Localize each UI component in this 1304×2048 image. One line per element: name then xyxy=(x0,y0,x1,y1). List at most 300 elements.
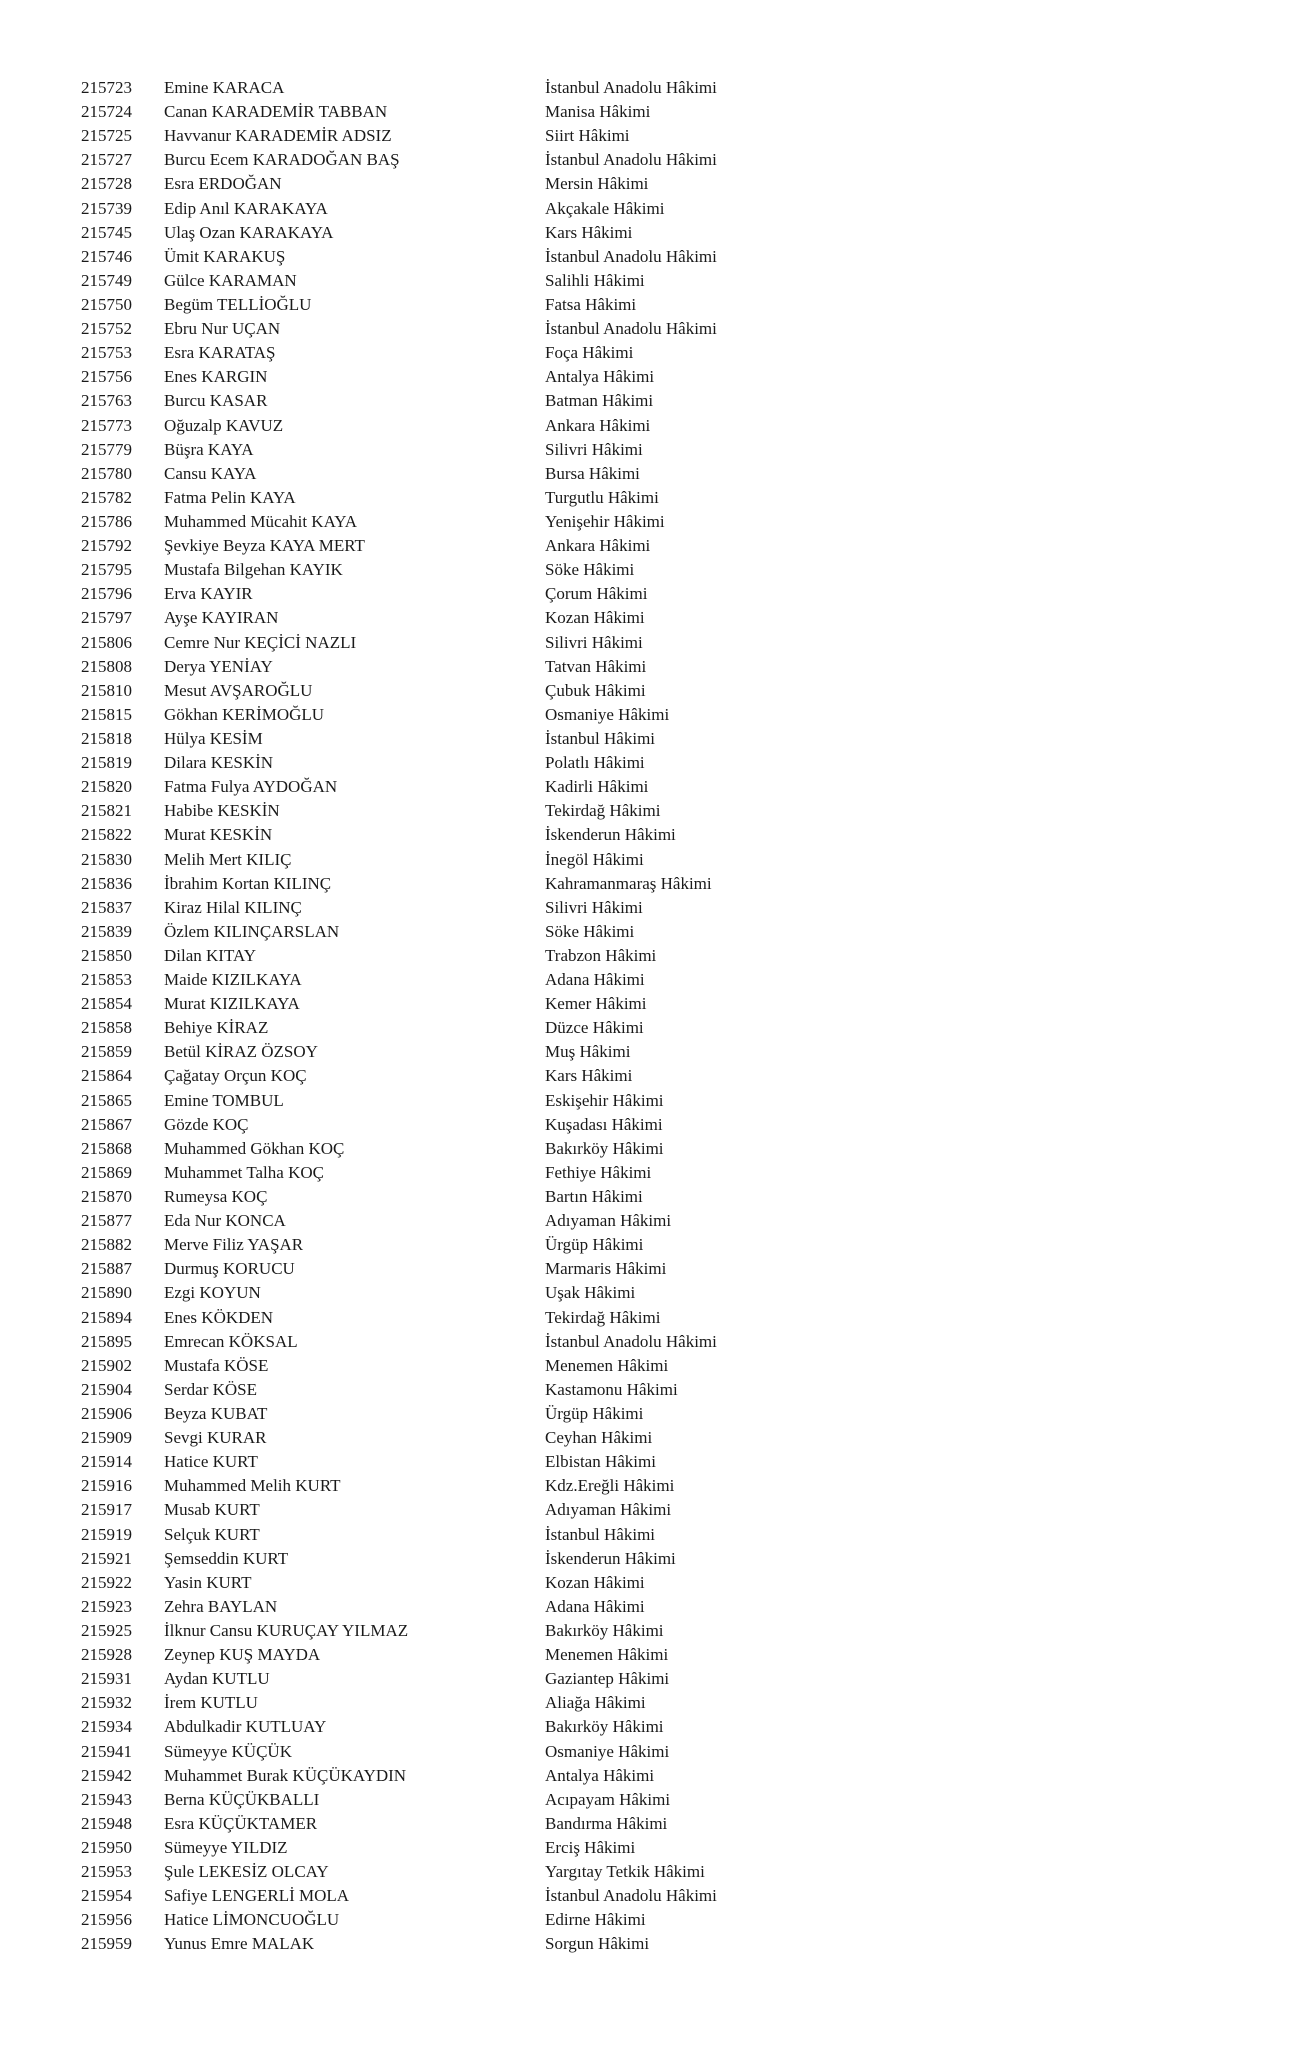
registry-number: 215752 xyxy=(81,319,132,339)
court-assignment: Yenişehir Hâkimi xyxy=(545,511,665,531)
list-item xyxy=(0,1667,1304,1691)
court-assignment: Foça Hâkimi xyxy=(545,343,634,363)
list-item xyxy=(0,1571,1304,1595)
person-name: Abdulkadir KUTLUAY xyxy=(164,1717,327,1737)
registry-number: 215782 xyxy=(81,487,132,507)
person-name: Betül KİRAZ ÖZSOY xyxy=(164,1042,318,1062)
court-assignment: İskenderun Hâkimi xyxy=(545,1548,676,1568)
registry-number: 215779 xyxy=(81,439,132,459)
list-item xyxy=(0,944,1304,968)
court-assignment: Menemen Hâkimi xyxy=(545,1355,669,1375)
list-item xyxy=(0,1233,1304,1257)
registry-number: 215839 xyxy=(81,921,132,941)
registry-number: 215959 xyxy=(81,1934,132,1954)
person-name: Ebru Nur UÇAN xyxy=(164,319,281,339)
registry-number: 215749 xyxy=(81,270,132,290)
list-item xyxy=(0,1040,1304,1064)
registry-number: 215887 xyxy=(81,1259,132,1279)
list-item xyxy=(0,1884,1304,1908)
person-name: Hatice LİMONCUOĞLU xyxy=(164,1910,340,1930)
registry-number: 215792 xyxy=(81,536,132,556)
registry-number: 215850 xyxy=(81,945,132,965)
person-name: Büşra KAYA xyxy=(164,439,254,459)
registry-number: 215931 xyxy=(81,1669,132,1689)
person-name: Eda Nur KONCA xyxy=(164,1211,286,1231)
registry-number: 215728 xyxy=(81,174,132,194)
court-assignment: Batman Hâkimi xyxy=(545,391,654,411)
person-name: Çağatay Orçun KOÇ xyxy=(164,1066,307,1086)
person-name: Musab KURT xyxy=(164,1500,260,1520)
person-name: Behiye KİRAZ xyxy=(164,1018,269,1038)
registry-number: 215822 xyxy=(81,825,132,845)
court-assignment: Silivri Hâkimi xyxy=(545,439,643,459)
person-name: Fatma Pelin KAYA xyxy=(164,487,296,507)
registry-number: 215919 xyxy=(81,1524,132,1544)
registry-number: 215865 xyxy=(81,1090,132,1110)
registry-number: 215739 xyxy=(81,198,132,218)
list-item xyxy=(0,1595,1304,1619)
court-assignment: Söke Hâkimi xyxy=(545,560,635,580)
court-assignment: Tekirdağ Hâkimi xyxy=(545,801,661,821)
person-name: Havvanur KARADEMİR ADSIZ xyxy=(164,126,392,146)
list-item xyxy=(0,1016,1304,1040)
list-item xyxy=(0,1860,1304,1884)
list-item xyxy=(0,1691,1304,1715)
list-item xyxy=(0,558,1304,582)
person-name: Burcu KASAR xyxy=(164,391,268,411)
person-name: Zeynep KUŞ MAYDA xyxy=(164,1645,321,1665)
list-item xyxy=(0,148,1304,172)
registry-number: 215906 xyxy=(81,1404,132,1424)
list-item xyxy=(0,1715,1304,1739)
list-item xyxy=(0,992,1304,1016)
court-assignment: Marmaris Hâkimi xyxy=(545,1259,667,1279)
list-item xyxy=(0,1306,1304,1330)
registry-number: 215923 xyxy=(81,1596,132,1616)
list-item xyxy=(0,679,1304,703)
person-name: Emine TOMBUL xyxy=(164,1090,284,1110)
list-item xyxy=(0,1257,1304,1281)
court-assignment: İstanbul Hâkimi xyxy=(545,728,656,748)
list-item xyxy=(0,1209,1304,1233)
person-name: Dilan KITAY xyxy=(164,945,256,965)
court-assignment: Tekirdağ Hâkimi xyxy=(545,1307,661,1327)
court-assignment: Fethiye Hâkimi xyxy=(545,1162,652,1182)
court-assignment: Sorgun Hâkimi xyxy=(545,1934,650,1954)
court-assignment: Muş Hâkimi xyxy=(545,1042,631,1062)
person-name: Esra KARATAŞ xyxy=(164,343,276,363)
court-assignment: Silivri Hâkimi xyxy=(545,897,643,917)
registry-number: 215780 xyxy=(81,463,132,483)
list-item xyxy=(0,293,1304,317)
court-assignment: Osmaniye Hâkimi xyxy=(545,704,670,724)
list-item xyxy=(0,606,1304,630)
registry-number: 215917 xyxy=(81,1500,132,1520)
list-item xyxy=(0,1932,1304,1956)
person-name: Kiraz Hilal KILINÇ xyxy=(164,897,302,917)
court-assignment: Uşak Hâkimi xyxy=(545,1283,636,1303)
court-assignment: Adıyaman Hâkimi xyxy=(545,1500,672,1520)
registry-number: 215763 xyxy=(81,391,132,411)
person-name: Derya YENİAY xyxy=(164,656,273,676)
registry-number: 215950 xyxy=(81,1837,132,1857)
list-item xyxy=(0,124,1304,148)
registry-number: 215723 xyxy=(81,78,132,97)
list-item xyxy=(0,775,1304,799)
person-name: Dilara KESKİN xyxy=(164,753,274,773)
list-item xyxy=(0,534,1304,558)
court-assignment: Salihli Hâkimi xyxy=(545,270,645,290)
court-assignment: Kastamonu Hâkimi xyxy=(545,1379,678,1399)
registry-number: 215916 xyxy=(81,1476,132,1496)
court-assignment: İstanbul Anadolu Hâkimi xyxy=(545,246,717,266)
person-name: İrem KUTLU xyxy=(164,1693,258,1713)
court-assignment: Kozan Hâkimi xyxy=(545,1572,645,1592)
person-name: Mustafa KÖSE xyxy=(164,1355,269,1375)
list-item xyxy=(0,631,1304,655)
list-item xyxy=(0,510,1304,534)
person-name: Şemseddin KURT xyxy=(164,1548,289,1568)
person-name: Esra KÜÇÜKTAMER xyxy=(164,1813,318,1833)
list-item xyxy=(0,1450,1304,1474)
court-assignment: Söke Hâkimi xyxy=(545,921,635,941)
registry-number: 215870 xyxy=(81,1187,132,1207)
person-name: Durmuş KORUCU xyxy=(164,1259,295,1279)
court-assignment: Ürgüp Hâkimi xyxy=(545,1404,644,1424)
list-item xyxy=(0,1185,1304,1209)
person-name: Begüm TELLİOĞLU xyxy=(164,294,312,314)
court-assignment: Turgutlu Hâkimi xyxy=(545,487,659,507)
person-name: Merve Filiz YAŞAR xyxy=(164,1235,304,1255)
person-name: Melih Mert KILIÇ xyxy=(164,849,292,869)
court-assignment: İstanbul Anadolu Hâkimi xyxy=(545,319,717,339)
court-assignment: Siirt Hâkimi xyxy=(545,126,630,146)
court-assignment: Bakırköy Hâkimi xyxy=(545,1621,664,1640)
list-item xyxy=(0,1498,1304,1522)
appointment-list xyxy=(0,76,1304,1957)
list-item xyxy=(0,389,1304,413)
person-name: Murat KESKİN xyxy=(164,825,273,845)
list-item xyxy=(0,197,1304,221)
court-assignment: Akçakale Hâkimi xyxy=(545,198,665,218)
registry-number: 215797 xyxy=(81,608,132,628)
person-name: Gözde KOÇ xyxy=(164,1114,249,1134)
registry-number: 215786 xyxy=(81,511,132,531)
court-assignment: Ankara Hâkimi xyxy=(545,536,651,556)
person-name: Şule LEKESİZ OLCAY xyxy=(164,1862,329,1882)
court-assignment: Antalya Hâkimi xyxy=(545,1765,655,1785)
list-item xyxy=(0,799,1304,823)
list-item xyxy=(0,1089,1304,1113)
person-name: Ezgi KOYUN xyxy=(164,1283,261,1303)
registry-number: 215750 xyxy=(81,294,132,314)
registry-number: 215819 xyxy=(81,753,132,773)
registry-number: 215902 xyxy=(81,1355,132,1375)
registry-number: 215956 xyxy=(81,1910,132,1930)
court-assignment: Bartın Hâkimi xyxy=(545,1187,643,1207)
registry-number: 215837 xyxy=(81,897,132,917)
person-name: Hatice KURT xyxy=(164,1452,258,1472)
registry-number: 215922 xyxy=(81,1572,132,1592)
registry-number: 215818 xyxy=(81,728,132,748)
court-assignment: Edirne Hâkimi xyxy=(545,1910,646,1930)
list-item xyxy=(0,365,1304,389)
person-name: Muhammet Burak KÜÇÜKAYDIN xyxy=(164,1765,407,1785)
court-assignment: İstanbul Anadolu Hâkimi xyxy=(545,150,717,170)
person-name: Cemre Nur KEÇİCİ NAZLI xyxy=(164,632,357,652)
list-item xyxy=(0,1643,1304,1667)
list-item xyxy=(0,1764,1304,1788)
person-name: Fatma Fulya AYDOĞAN xyxy=(164,777,338,797)
registry-number: 215868 xyxy=(81,1138,132,1158)
person-name: Berna KÜÇÜKBALLI xyxy=(164,1789,320,1809)
registry-number: 215942 xyxy=(81,1765,132,1785)
registry-number: 215753 xyxy=(81,343,132,363)
registry-number: 215941 xyxy=(81,1741,132,1761)
list-item xyxy=(0,727,1304,751)
registry-number: 215904 xyxy=(81,1379,132,1399)
court-assignment: Trabzon Hâkimi xyxy=(545,945,657,965)
court-assignment: İskenderun Hâkimi xyxy=(545,825,676,845)
person-name: Muhammed Mücahit KAYA xyxy=(164,511,357,531)
registry-number: 215725 xyxy=(81,126,132,146)
registry-number: 215806 xyxy=(81,632,132,652)
registry-number: 215854 xyxy=(81,994,132,1014)
list-item xyxy=(0,582,1304,606)
registry-number: 215953 xyxy=(81,1862,132,1882)
registry-number: 215810 xyxy=(81,680,132,700)
list-item xyxy=(0,1378,1304,1402)
list-item xyxy=(0,1547,1304,1571)
list-item xyxy=(0,1740,1304,1764)
list-item xyxy=(0,823,1304,847)
court-assignment: İstanbul Anadolu Hâkimi xyxy=(545,78,717,97)
list-item xyxy=(0,1523,1304,1547)
court-assignment: Elbistan Hâkimi xyxy=(545,1452,656,1472)
court-assignment: Polatlı Hâkimi xyxy=(545,753,645,773)
court-assignment: İnegöl Hâkimi xyxy=(545,849,644,869)
court-assignment: İstanbul Anadolu Hâkimi xyxy=(545,1886,717,1906)
court-assignment: Bandırma Hâkimi xyxy=(545,1813,668,1833)
list-item xyxy=(0,1836,1304,1860)
list-item xyxy=(0,1619,1304,1643)
list-item xyxy=(0,438,1304,462)
person-name: Oğuzalp KAVUZ xyxy=(164,415,284,435)
registry-number: 215773 xyxy=(81,415,132,435)
registry-number: 215830 xyxy=(81,849,132,869)
list-item xyxy=(0,1474,1304,1498)
registry-number: 215934 xyxy=(81,1717,132,1737)
person-name: Emrecan KÖKSAL xyxy=(164,1331,298,1351)
registry-number: 215746 xyxy=(81,246,132,266)
list-item xyxy=(0,751,1304,775)
registry-number: 215869 xyxy=(81,1162,132,1182)
list-item xyxy=(0,1426,1304,1450)
court-assignment: Eskişehir Hâkimi xyxy=(545,1090,664,1110)
person-name: Erva KAYIR xyxy=(164,584,253,604)
list-item xyxy=(0,1161,1304,1185)
court-assignment: Ceyhan Hâkimi xyxy=(545,1428,653,1448)
list-item xyxy=(0,1330,1304,1354)
court-assignment: Adıyaman Hâkimi xyxy=(545,1211,672,1231)
list-item xyxy=(0,172,1304,196)
list-item xyxy=(0,968,1304,992)
court-assignment: Adana Hâkimi xyxy=(545,970,645,990)
person-name: Mustafa Bilgehan KAYIK xyxy=(164,560,343,580)
list-item xyxy=(0,1908,1304,1932)
court-assignment: Bursa Hâkimi xyxy=(545,463,640,483)
person-name: Zehra BAYLAN xyxy=(164,1596,278,1616)
person-name: Muhammet Talha KOÇ xyxy=(164,1162,324,1182)
registry-number: 215921 xyxy=(81,1548,132,1568)
court-assignment: Düzce Hâkimi xyxy=(545,1018,644,1038)
court-assignment: Ankara Hâkimi xyxy=(545,415,651,435)
registry-number: 215895 xyxy=(81,1331,132,1351)
registry-number: 215756 xyxy=(81,367,132,387)
registry-number: 215727 xyxy=(81,150,132,170)
person-name: Şevkiye Beyza KAYA MERT xyxy=(164,536,365,556)
list-item xyxy=(0,1064,1304,1088)
list-item xyxy=(0,462,1304,486)
court-assignment: Kozan Hâkimi xyxy=(545,608,645,628)
registry-number: 215925 xyxy=(81,1621,132,1640)
person-name: Cansu KAYA xyxy=(164,463,257,483)
person-name: Rumeysa KOÇ xyxy=(164,1187,268,1207)
registry-number: 215821 xyxy=(81,801,132,821)
person-name: Enes KÖKDEN xyxy=(164,1307,274,1327)
person-name: Muhammed Gökhan KOÇ xyxy=(164,1138,345,1158)
court-assignment: Kdz.Ereğli Hâkimi xyxy=(545,1476,675,1496)
court-assignment: Acıpayam Hâkimi xyxy=(545,1789,671,1809)
registry-number: 215808 xyxy=(81,656,132,676)
court-assignment: Bakırköy Hâkimi xyxy=(545,1138,664,1158)
registry-number: 215909 xyxy=(81,1428,132,1448)
court-assignment: Kemer Hâkimi xyxy=(545,994,647,1014)
registry-number: 215858 xyxy=(81,1018,132,1038)
person-name: Maide KIZILKAYA xyxy=(164,970,302,990)
list-item xyxy=(0,655,1304,679)
court-assignment: Osmaniye Hâkimi xyxy=(545,1741,670,1761)
court-assignment: İstanbul Hâkimi xyxy=(545,1524,656,1544)
registry-number: 215867 xyxy=(81,1114,132,1134)
list-item xyxy=(0,341,1304,365)
list-item xyxy=(0,703,1304,727)
person-name: Murat KIZILKAYA xyxy=(164,994,300,1014)
list-item xyxy=(0,414,1304,438)
person-name: Burcu Ecem KARADOĞAN BAŞ xyxy=(164,150,400,170)
court-assignment: Çubuk Hâkimi xyxy=(545,680,646,700)
court-assignment: Gaziantep Hâkimi xyxy=(545,1669,670,1689)
person-name: Sümeyye YILDIZ xyxy=(164,1837,288,1857)
court-assignment: Aliağa Hâkimi xyxy=(545,1693,646,1713)
person-name: Beyza KUBAT xyxy=(164,1404,268,1424)
court-assignment: Menemen Hâkimi xyxy=(545,1645,669,1665)
person-name: Gökhan KERİMOĞLU xyxy=(164,704,325,724)
list-item xyxy=(0,896,1304,920)
list-item xyxy=(0,221,1304,245)
court-assignment: Tatvan Hâkimi xyxy=(545,656,647,676)
court-assignment: Çorum Hâkimi xyxy=(545,584,648,604)
registry-number: 215943 xyxy=(81,1789,132,1809)
registry-number: 215864 xyxy=(81,1066,132,1086)
person-name: Hülya KESİM xyxy=(164,728,263,748)
list-item xyxy=(0,1281,1304,1305)
person-name: Özlem KILINÇARSLAN xyxy=(164,921,340,941)
list-item xyxy=(0,269,1304,293)
court-assignment: İstanbul Anadolu Hâkimi xyxy=(545,1331,717,1351)
list-item xyxy=(0,1137,1304,1161)
court-assignment: Silivri Hâkimi xyxy=(545,632,643,652)
list-item xyxy=(0,848,1304,872)
person-name: Emine KARACA xyxy=(164,78,285,97)
registry-number: 215795 xyxy=(81,560,132,580)
list-item xyxy=(0,76,1304,100)
list-item xyxy=(0,486,1304,510)
person-name: İbrahim Kortan KILINÇ xyxy=(164,873,332,893)
court-assignment: Fatsa Hâkimi xyxy=(545,294,637,314)
list-item xyxy=(0,872,1304,896)
registry-number: 215745 xyxy=(81,222,132,242)
registry-number: 215859 xyxy=(81,1042,132,1062)
person-name: Mesut AVŞAROĞLU xyxy=(164,680,313,700)
person-name: Ayşe KAYIRAN xyxy=(164,608,279,628)
registry-number: 215877 xyxy=(81,1211,132,1231)
person-name: Edip Anıl KARAKAYA xyxy=(164,198,328,218)
list-item xyxy=(0,1402,1304,1426)
list-item xyxy=(0,317,1304,341)
person-name: Esra ERDOĞAN xyxy=(164,174,282,194)
person-name: Yunus Emre MALAK xyxy=(164,1934,315,1954)
person-name: Ulaş Ozan KARAKAYA xyxy=(164,222,334,242)
list-item xyxy=(0,100,1304,124)
person-name: Sevgi KURAR xyxy=(164,1428,267,1448)
person-name: Safiye LENGERLİ MOLA xyxy=(164,1886,350,1906)
person-name: Habibe KESKİN xyxy=(164,801,280,821)
list-item xyxy=(0,1354,1304,1378)
court-assignment: Kadirli Hâkimi xyxy=(545,777,649,797)
registry-number: 215820 xyxy=(81,777,132,797)
court-assignment: Kars Hâkimi xyxy=(545,1066,633,1086)
list-item xyxy=(0,1113,1304,1137)
registry-number: 215954 xyxy=(81,1886,132,1906)
court-assignment: Kuşadası Hâkimi xyxy=(545,1114,663,1134)
court-assignment: Erciş Hâkimi xyxy=(545,1837,636,1857)
person-name: Aydan KUTLU xyxy=(164,1669,270,1689)
list-item xyxy=(0,1812,1304,1836)
court-assignment: Bakırköy Hâkimi xyxy=(545,1717,664,1737)
registry-number: 215882 xyxy=(81,1235,132,1255)
person-name: Ümit KARAKUŞ xyxy=(164,246,286,266)
person-name: Yasin KURT xyxy=(164,1572,252,1592)
court-assignment: Manisa Hâkimi xyxy=(545,102,651,122)
list-item xyxy=(0,245,1304,269)
court-assignment: Adana Hâkimi xyxy=(545,1596,645,1616)
court-assignment: Antalya Hâkimi xyxy=(545,367,655,387)
registry-number: 215815 xyxy=(81,704,132,724)
person-name: Muhammed Melih KURT xyxy=(164,1476,341,1496)
registry-number: 215894 xyxy=(81,1307,132,1327)
court-assignment: Ürgüp Hâkimi xyxy=(545,1235,644,1255)
registry-number: 215890 xyxy=(81,1283,132,1303)
registry-number: 215724 xyxy=(81,102,132,122)
registry-number: 215853 xyxy=(81,970,132,990)
person-name: Selçuk KURT xyxy=(164,1524,260,1544)
registry-number: 215796 xyxy=(81,584,132,604)
court-assignment: Mersin Hâkimi xyxy=(545,174,649,194)
list-item xyxy=(0,1788,1304,1812)
registry-number: 215948 xyxy=(81,1813,132,1833)
registry-number: 215932 xyxy=(81,1693,132,1713)
